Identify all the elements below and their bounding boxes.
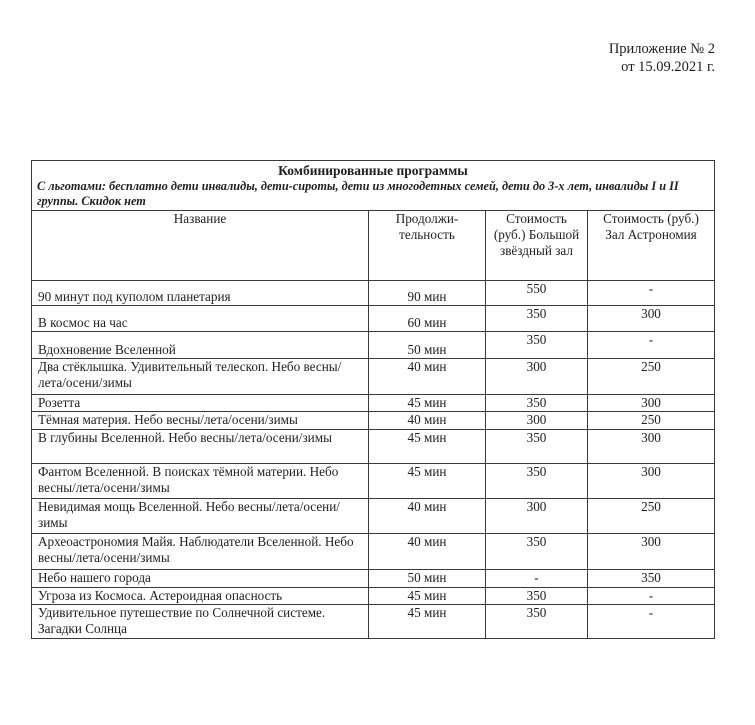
program-price-astronomy-hall: - xyxy=(588,281,715,306)
table-header-row xyxy=(32,211,715,281)
table-row xyxy=(32,570,715,588)
program-price-big-hall: 300 xyxy=(486,359,588,395)
program-price-big-hall: 350 xyxy=(486,332,588,359)
program-price-astronomy-hall: - xyxy=(588,588,715,605)
table-title-row xyxy=(32,161,715,211)
appendix-date: от 15.09.2021 г. xyxy=(621,59,715,75)
program-name: Тёмная материя. Небо весны/лета/осени/зимы xyxy=(32,412,369,430)
program-duration: 45 мин xyxy=(369,588,486,605)
table-row xyxy=(32,430,715,464)
program-name: Удивительное путешествие по Солнечной системе. Загадки Солнца xyxy=(32,605,369,639)
program-price-big-hall: 300 xyxy=(486,499,588,534)
table-row xyxy=(32,395,715,412)
program-name: Археоастрономия Майя. Наблюдатели Вселенной. Небо весны/лета/осени/зимы xyxy=(32,534,369,570)
program-name: Угроза из Космоса. Астероидная опасность xyxy=(32,588,369,605)
program-duration: 45 мин xyxy=(369,605,486,639)
program-price-astronomy-hall: 350 xyxy=(588,570,715,588)
program-duration: 50 мин xyxy=(369,570,486,588)
appendix-header xyxy=(609,40,715,76)
table-row xyxy=(32,499,715,534)
program-price-big-hall: 300 xyxy=(486,412,588,430)
program-name: В космос на час xyxy=(32,306,369,332)
table-row xyxy=(32,464,715,499)
program-name: Розетта xyxy=(32,395,369,412)
program-duration: 40 мин xyxy=(369,359,486,395)
program-price-big-hall: 350 xyxy=(486,306,588,332)
program-price-big-hall: 350 xyxy=(486,430,588,464)
program-duration: 50 мин xyxy=(369,332,486,359)
program-price-astronomy-hall: 250 xyxy=(588,359,715,395)
program-duration: 45 мин xyxy=(369,464,486,499)
program-price-big-hall: 350 xyxy=(486,395,588,412)
table-title-cell xyxy=(32,161,715,211)
program-price-astronomy-hall: 300 xyxy=(588,306,715,332)
program-name: Два стёклышка. Удивительный телескоп. Небо весны/лета/осени/зимы xyxy=(32,359,369,395)
table-title: Комбинированные программы xyxy=(278,163,468,178)
program-name: Вдохновение Вселенной xyxy=(32,332,369,359)
header-name: Название xyxy=(32,211,369,281)
header-price-astronomy-hall: Стоимость (руб.) Зал Астрономия xyxy=(588,211,715,281)
program-price-big-hall: 350 xyxy=(486,464,588,499)
table-row xyxy=(32,359,715,395)
table-row xyxy=(32,332,715,359)
program-duration: 40 мин xyxy=(369,412,486,430)
program-name: В глубины Вселенной. Небо весны/лета/осени/зимы xyxy=(32,430,369,464)
table-row xyxy=(32,605,715,639)
programs-table xyxy=(31,160,715,639)
table-row xyxy=(32,412,715,430)
table-row xyxy=(32,588,715,605)
program-duration: 40 мин xyxy=(369,499,486,534)
program-price-astronomy-hall: 300 xyxy=(588,395,715,412)
program-duration: 40 мин xyxy=(369,534,486,570)
program-name: Небо нашего города xyxy=(32,570,369,588)
program-name: Фантом Вселенной. В поисках тёмной материи. Небо весны/лета/осени/зимы xyxy=(32,464,369,499)
table-row xyxy=(32,534,715,570)
program-price-astronomy-hall: 250 xyxy=(588,499,715,534)
program-duration: 60 мин xyxy=(369,306,486,332)
program-price-big-hall: 350 xyxy=(486,588,588,605)
program-price-big-hall: 350 xyxy=(486,534,588,570)
program-price-astronomy-hall: 250 xyxy=(588,412,715,430)
header-duration: Продолжи-тельность xyxy=(369,211,486,281)
program-price-astronomy-hall: 300 xyxy=(588,430,715,464)
table-subtitle: С льготами: бесплатно дети инвалиды, дети-сироты, дети из многодетных семей, дети до 3-х лет, инвалиды I и II группы. Скидок нет xyxy=(37,179,679,208)
program-price-big-hall: - xyxy=(486,570,588,588)
program-price-big-hall: 350 xyxy=(486,605,588,639)
program-duration: 45 мин xyxy=(369,430,486,464)
program-name: Невидимая мощь Вселенной. Небо весны/лета/осени/зимы xyxy=(32,499,369,534)
table-row xyxy=(32,281,715,306)
program-price-astronomy-hall: 300 xyxy=(588,464,715,499)
program-price-big-hall: 550 xyxy=(486,281,588,306)
program-price-astronomy-hall: - xyxy=(588,332,715,359)
appendix-number: Приложение № 2 xyxy=(608,41,715,57)
header-price-big-hall: Стоимость (руб.) Большой звёздный зал xyxy=(486,211,588,281)
table-row xyxy=(32,306,715,332)
program-name: 90 минут под куполом планетария xyxy=(32,281,369,306)
program-price-astronomy-hall: - xyxy=(588,605,715,639)
program-duration: 90 мин xyxy=(369,281,486,306)
program-duration: 45 мин xyxy=(369,395,486,412)
program-price-astronomy-hall: 300 xyxy=(588,534,715,570)
